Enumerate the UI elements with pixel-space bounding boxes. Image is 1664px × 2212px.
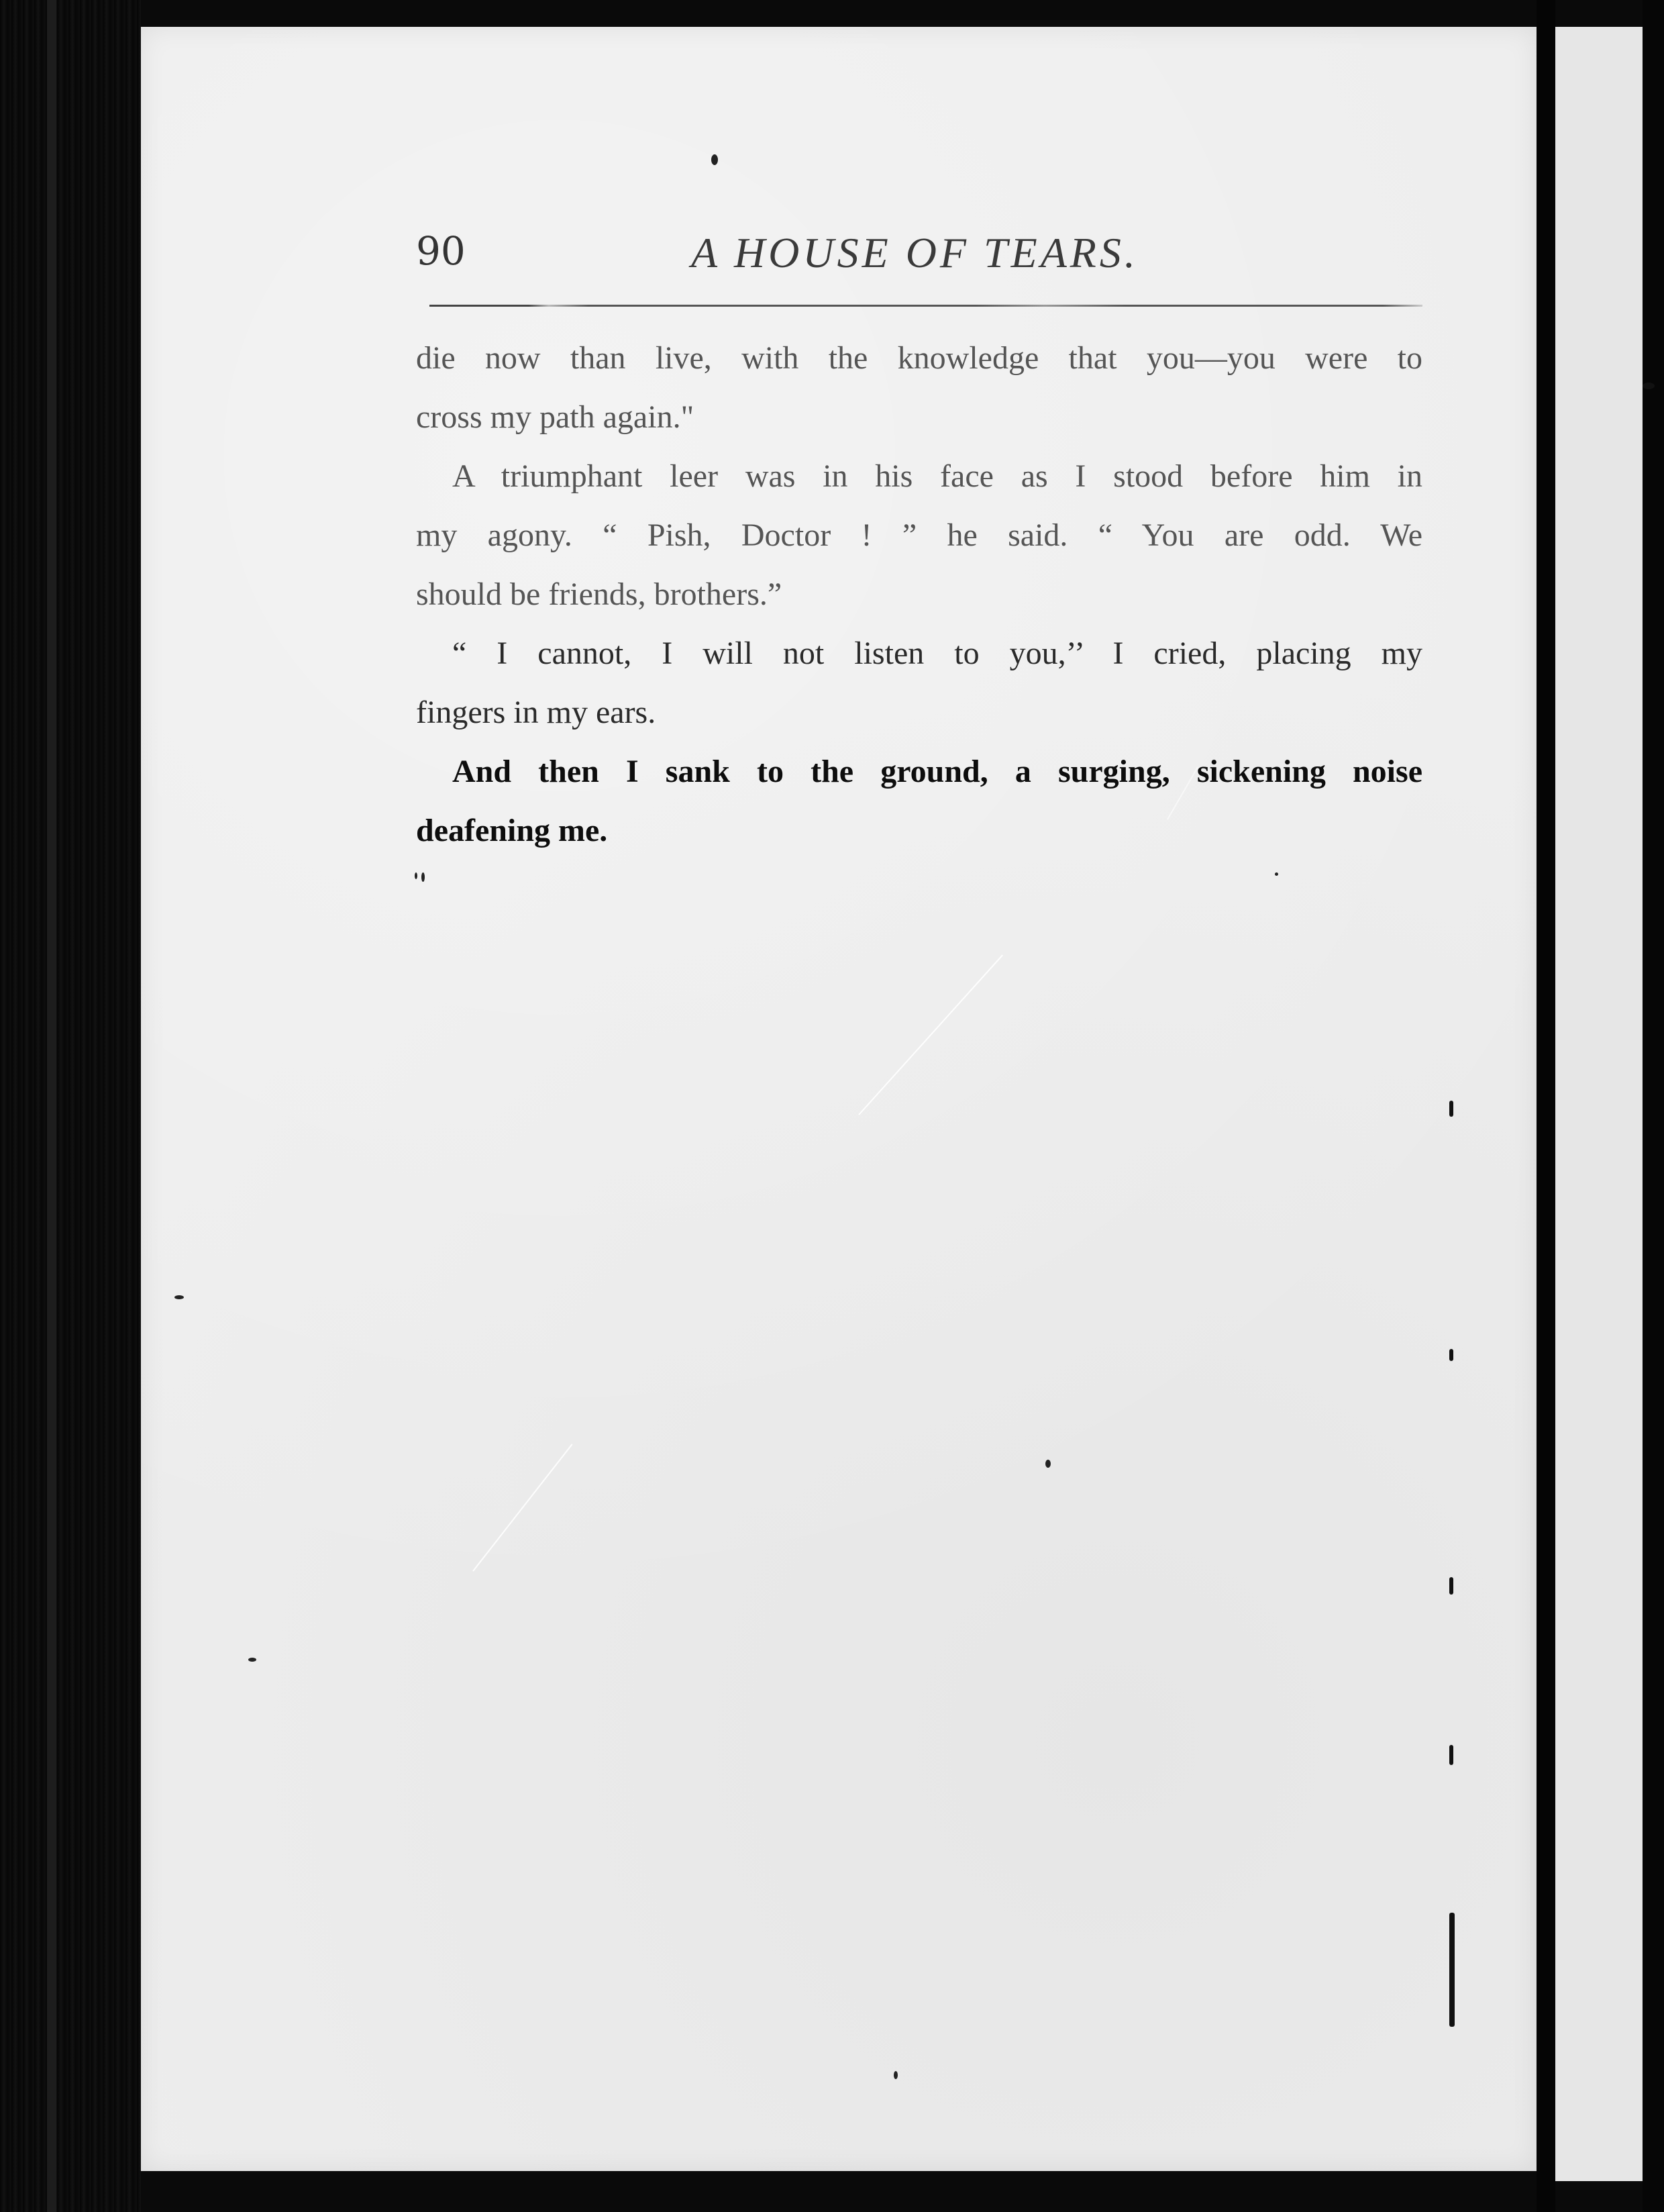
margin-mark: [1449, 1349, 1453, 1361]
header-rule: [429, 305, 1422, 307]
ink-speck: [421, 872, 425, 882]
ink-speck: [711, 154, 718, 165]
ink-speck: [894, 2071, 898, 2079]
ink-speck: [1275, 872, 1278, 876]
left-fold-shadow: [47, 0, 56, 2212]
margin-mark: [1449, 1577, 1453, 1595]
ink-speck: [248, 1658, 256, 1662]
margin-mark: [1449, 1913, 1455, 2027]
running-title: A HOUSE OF TEARS.: [691, 229, 1139, 276]
text-line: And then I sank to the ground, a surging, sickening noise: [452, 754, 1422, 789]
margin-mark: [1449, 1745, 1453, 1765]
text-line: A triumphant leer was in his face as I stood before him in: [452, 458, 1422, 494]
right-edge: [1643, 0, 1664, 2212]
text-line: “ I cannot, I will not listen to you,’’ I cried, placing my: [452, 636, 1422, 671]
page-number: 90: [416, 228, 466, 274]
page-gutter: [1537, 0, 1555, 2212]
running-header: [275, 228, 1416, 289]
left-binding-edge: [0, 0, 141, 2212]
next-page-sliver: [1555, 27, 1643, 2181]
next-page-ink-mark: [1643, 383, 1655, 389]
margin-mark: [1449, 1101, 1453, 1117]
body-text: [416, 329, 1422, 860]
text-line: cross my path again.": [416, 399, 694, 435]
ink-speck: [415, 872, 417, 879]
text-line: fingers in my ears.: [416, 695, 656, 730]
text-line: my agony. “ Pish, Doctor ! ” he said. “ You are odd. We: [416, 517, 1422, 553]
ink-speck: [1045, 1460, 1051, 1468]
ink-speck: [174, 1295, 184, 1299]
text-line: die now than live, with the knowledge that you—you were to: [416, 340, 1422, 376]
text-line: deafening me.: [416, 813, 608, 848]
text-line: should be friends, brothers.”: [416, 576, 782, 612]
